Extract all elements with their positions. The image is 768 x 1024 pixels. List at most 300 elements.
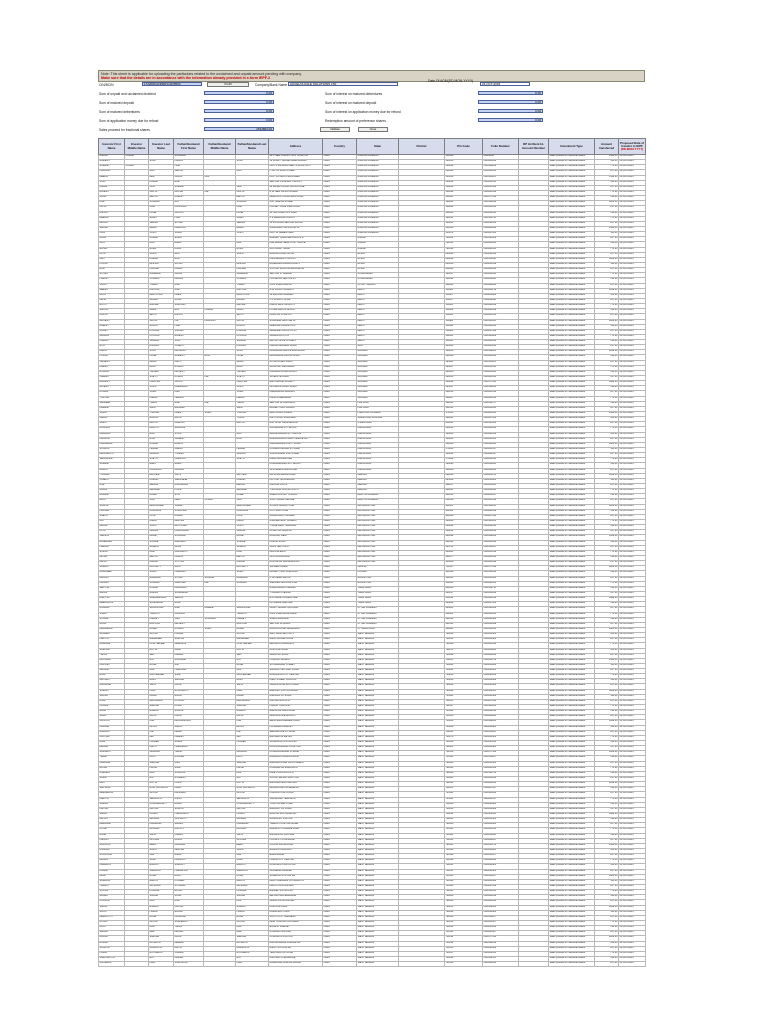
table-cell[interactable]: INDIA xyxy=(323,458,357,463)
table-cell[interactable]: GUJARAT xyxy=(357,350,399,355)
table-cell[interactable]: KK NAGAR MADURAI xyxy=(269,602,323,607)
table-cell[interactable]: 1029.00 xyxy=(595,226,619,231)
table-cell[interactable]: 25-NOV-2025 xyxy=(619,417,646,422)
table-cell[interactable]: KADAM xyxy=(236,561,269,566)
table-cell[interactable]: IN30021412 xyxy=(483,190,519,195)
table-cell[interactable]: IN30039417 xyxy=(483,494,519,499)
table-cell[interactable]: INDIA xyxy=(323,715,357,720)
table-cell[interactable]: WEST BENGAL xyxy=(357,720,399,725)
table-cell[interactable]: MADHAV xyxy=(174,519,204,524)
table-cell[interactable]: HIMANGSHU xyxy=(174,813,204,818)
table-cell[interactable]: 500034 xyxy=(445,226,483,231)
table-cell[interactable]: 560004 xyxy=(445,437,483,442)
table-cell[interactable]: IN30051326 xyxy=(483,869,519,874)
table-cell[interactable]: 400703 xyxy=(445,545,483,550)
table-cell[interactable]: INDIA xyxy=(323,268,357,273)
table-cell[interactable]: Sales proceed for fractional shares xyxy=(549,196,595,201)
table-cell[interactable]: SUMAN xyxy=(99,802,125,807)
table-cell[interactable]: ANDHRA PRADESH xyxy=(357,175,399,180)
table-cell[interactable]: IN30177413 xyxy=(483,751,519,756)
table-cell[interactable]: B 12 NEW ASHOK NAGAR xyxy=(269,190,323,195)
table-cell[interactable]: IN30051322 xyxy=(483,684,519,689)
table-cell[interactable]: 12 RAJOURI GARDEN xyxy=(269,293,323,298)
table-cell[interactable]: Sales proceed for fractional shares xyxy=(549,309,595,314)
table-cell[interactable]: 257.00 xyxy=(595,884,619,889)
table-cell[interactable]: MITRA xyxy=(149,725,174,730)
table-cell[interactable]: NITIN xyxy=(99,530,125,535)
table-cell[interactable]: WEST BENGAL xyxy=(357,833,399,838)
table-cell[interactable]: ROY xyxy=(149,777,174,782)
table-cell[interactable]: INDIA xyxy=(323,484,357,489)
table-cell[interactable]: 514.00 xyxy=(595,895,619,900)
table-cell[interactable]: MAITRA xyxy=(236,807,269,812)
table-cell[interactable]: IN30009513 xyxy=(483,427,519,432)
table-cell[interactable]: INDIA xyxy=(323,643,357,648)
table-cell[interactable]: WEST BENGAL xyxy=(357,679,399,684)
table-cell[interactable]: 741201 xyxy=(445,818,483,823)
table-cell[interactable]: Sales proceed for fractional shares xyxy=(549,427,595,432)
table-cell[interactable]: Sales proceed for fractional shares xyxy=(549,828,595,833)
table-cell[interactable]: LAKSHMI xyxy=(99,437,125,442)
table-cell[interactable]: 440012 xyxy=(445,530,483,535)
table-cell[interactable]: MALHOTRA xyxy=(149,293,174,298)
table-cell[interactable]: RAJIB xyxy=(99,833,125,838)
table-cell[interactable]: 257.00 xyxy=(595,869,619,874)
table-cell[interactable]: INDIA xyxy=(323,674,357,679)
table-cell[interactable]: 1286.00 xyxy=(595,627,619,632)
table-cell[interactable]: PAUL xyxy=(149,962,174,967)
table-cell[interactable]: BAGCHI xyxy=(149,864,174,869)
table-cell[interactable]: INDIA xyxy=(323,525,357,530)
table-cell[interactable]: 500016 xyxy=(445,160,483,165)
table-cell[interactable]: 25-NOV-2025 xyxy=(619,473,646,478)
table-cell[interactable]: BANERJEE xyxy=(149,638,174,643)
table-cell[interactable]: THANE WEST NAUPADA xyxy=(269,525,323,530)
table-cell[interactable]: PARESH xyxy=(174,735,204,740)
table-cell[interactable]: AVIJIT xyxy=(99,926,125,931)
table-cell[interactable]: KAROL BAGH BLOCK 9 xyxy=(269,304,323,309)
table-cell[interactable]: TRIPATHI xyxy=(149,612,174,617)
table-cell[interactable]: 25-NOV-2025 xyxy=(619,581,646,586)
table-cell[interactable]: 514.00 xyxy=(595,386,619,391)
table-cell[interactable]: 514.00 xyxy=(595,232,619,237)
table-cell[interactable]: 771.00 xyxy=(595,247,619,252)
table-cell[interactable]: 25-NOV-2025 xyxy=(619,730,646,735)
table-cell[interactable]: SOUMYA xyxy=(99,946,125,951)
table-cell[interactable]: IN30039416 xyxy=(483,309,519,314)
table-cell[interactable]: TAMIL NADU xyxy=(357,602,399,607)
table-cell[interactable]: PATEL xyxy=(236,355,269,360)
table-cell[interactable]: DESAI xyxy=(149,360,174,365)
table-cell[interactable]: INDIA xyxy=(323,920,357,925)
table-cell[interactable]: SATELLITE ROAD xyxy=(269,376,323,381)
table-cell[interactable]: ARUP xyxy=(99,874,125,879)
table-cell[interactable]: 25-NOV-2025 xyxy=(619,566,646,571)
table-cell[interactable]: NAIR xyxy=(149,206,174,211)
table-cell[interactable]: KALAWAD ROAD RAJKOT xyxy=(269,370,323,375)
table-cell[interactable]: IN30039422 xyxy=(483,807,519,812)
table-cell[interactable]: BHATIA xyxy=(149,324,174,329)
table-cell[interactable]: Sales proceed for fractional shares xyxy=(549,895,595,900)
table-cell[interactable]: 514.00 xyxy=(595,180,619,185)
table-cell[interactable]: GADGIL xyxy=(236,530,269,535)
table-cell[interactable]: MAJUMDAR xyxy=(236,699,269,704)
table-cell[interactable]: IN30018313 xyxy=(483,777,519,782)
table-cell[interactable]: DHANTOLI NAGPUR xyxy=(269,530,323,535)
table-cell[interactable]: GIRDHARI xyxy=(174,581,204,586)
table-cell[interactable]: IN30039423 xyxy=(483,864,519,869)
table-cell[interactable]: 514.00 xyxy=(595,432,619,437)
table-cell[interactable]: KERALA xyxy=(357,484,399,489)
table-cell[interactable]: Sales proceed for fractional shares xyxy=(549,694,595,699)
table-cell[interactable]: INDIA xyxy=(323,273,357,278)
table-cell[interactable]: GIRI xyxy=(149,854,174,859)
table-cell[interactable]: Sales proceed for fractional shares xyxy=(549,484,595,489)
table-cell[interactable]: ACHARYA xyxy=(149,941,174,946)
table-cell[interactable]: KARNATAKA xyxy=(357,427,399,432)
table-cell[interactable]: 257.00 xyxy=(595,669,619,674)
table-cell[interactable]: BASIRHAT COLLEGE PARA xyxy=(269,828,323,833)
table-cell[interactable]: IN30034311 xyxy=(483,211,519,216)
table-cell[interactable]: 700084 xyxy=(445,900,483,905)
table-cell[interactable]: INDIA xyxy=(323,879,357,884)
table-cell[interactable]: ASANSOL GT ROAD xyxy=(269,694,323,699)
table-cell[interactable]: SARKAR xyxy=(236,761,269,766)
table-cell[interactable]: INDIA xyxy=(323,828,357,833)
table-cell[interactable]: 257.00 xyxy=(595,422,619,427)
table-cell[interactable]: INDIA xyxy=(323,432,357,437)
table-cell[interactable]: IN30286312 xyxy=(483,597,519,602)
table-cell[interactable]: 514.00 xyxy=(595,540,619,545)
table-cell[interactable]: MAHESH xyxy=(174,622,204,627)
table-cell[interactable]: 771.00 xyxy=(595,304,619,309)
table-cell[interactable]: INDIA xyxy=(323,370,357,375)
table-cell[interactable]: 25-NOV-2025 xyxy=(619,155,646,160)
table-cell[interactable]: LAL xyxy=(204,581,236,586)
table-cell[interactable]: 712201 xyxy=(445,730,483,735)
table-cell[interactable]: GARG xyxy=(149,309,174,314)
table-cell[interactable]: 25-NOV-2025 xyxy=(619,787,646,792)
table-cell[interactable]: BORA xyxy=(149,247,174,252)
table-cell[interactable]: INDIA xyxy=(323,283,357,288)
table-cell[interactable]: INDIA xyxy=(323,329,357,334)
table-cell[interactable]: SOMNATH xyxy=(99,751,125,756)
table-cell[interactable]: 25-NOV-2025 xyxy=(619,746,646,751)
table-cell[interactable]: ANURAG xyxy=(99,607,125,612)
table-cell[interactable]: MANOJ xyxy=(99,221,125,226)
table-cell[interactable]: 257.00 xyxy=(595,252,619,257)
table-cell[interactable]: JOSHI xyxy=(149,232,174,237)
table-cell[interactable]: SOUMEN xyxy=(99,633,125,638)
table-cell[interactable]: IN30114316 xyxy=(483,813,519,818)
table-cell[interactable]: INDIA xyxy=(323,962,357,967)
table-cell[interactable]: IN30114317 xyxy=(483,874,519,879)
table-cell[interactable]: WEST BENGAL xyxy=(357,756,399,761)
table-cell[interactable]: AMITABH xyxy=(99,679,125,684)
table-cell[interactable]: WEST BENGAL xyxy=(357,879,399,884)
table-cell[interactable]: 452010 xyxy=(445,499,483,504)
table-cell[interactable]: 514.00 xyxy=(595,756,619,761)
table-cell[interactable]: ASHOK xyxy=(174,314,204,319)
table-cell[interactable]: INDIA xyxy=(323,288,357,293)
table-cell[interactable]: SUBHAJIT xyxy=(99,648,125,653)
table-cell[interactable]: HALDER xyxy=(149,741,174,746)
table-cell[interactable]: WEST BENGAL xyxy=(357,838,399,843)
table-cell[interactable]: IN30021416 xyxy=(483,432,519,437)
table-cell[interactable]: ROY xyxy=(236,658,269,663)
table-cell[interactable]: 695004 xyxy=(445,478,483,483)
table-cell[interactable]: Sales proceed for fractional shares xyxy=(549,386,595,391)
table-cell[interactable]: 25-NOV-2025 xyxy=(619,401,646,406)
table-cell[interactable]: DEBAJYOTI xyxy=(99,915,125,920)
table-cell[interactable]: 25-NOV-2025 xyxy=(619,699,646,704)
table-cell[interactable]: SAWANT xyxy=(236,545,269,550)
table-cell[interactable]: SAXENA xyxy=(149,340,174,345)
table-cell[interactable]: IN30047645 xyxy=(483,602,519,607)
table-cell[interactable]: TRIPATHI xyxy=(236,612,269,617)
table-cell[interactable]: SOMA xyxy=(174,237,204,242)
table-cell[interactable]: NARENDRA xyxy=(174,386,204,391)
table-cell[interactable]: ROY xyxy=(149,956,174,961)
table-cell[interactable]: 257.00 xyxy=(595,329,619,334)
table-cell[interactable]: SUSANTA xyxy=(174,771,204,776)
table-cell[interactable]: 514.00 xyxy=(595,663,619,668)
table-cell[interactable]: 25-NOV-2025 xyxy=(619,165,646,170)
table-cell[interactable]: 25-NOV-2025 xyxy=(619,406,646,411)
table-cell[interactable]: 514.00 xyxy=(595,617,619,622)
table-cell[interactable]: TAPAS xyxy=(99,653,125,658)
table-cell[interactable]: ABHAY xyxy=(99,561,125,566)
table-cell[interactable]: 721101 xyxy=(445,787,483,792)
table-cell[interactable]: HEMANT xyxy=(174,396,204,401)
table-cell[interactable]: SUDHIN xyxy=(174,807,204,812)
table-cell[interactable]: 110057 xyxy=(445,298,483,303)
table-cell[interactable]: DADAR WEST MUMBAI xyxy=(269,514,323,519)
table-cell[interactable]: 257.00 xyxy=(595,283,619,288)
table-cell[interactable]: 700070 xyxy=(445,735,483,740)
table-cell[interactable]: 733134 xyxy=(445,848,483,853)
table-cell[interactable]: INDIA xyxy=(323,720,357,725)
table-cell[interactable]: 25-NOV-2025 xyxy=(619,252,646,257)
table-cell[interactable]: 771.00 xyxy=(595,458,619,463)
table-cell[interactable]: Sales proceed for fractional shares xyxy=(549,355,595,360)
table-cell[interactable]: BURDWAN CURZON GATE xyxy=(269,756,323,761)
table-cell[interactable]: Sales proceed for fractional shares xyxy=(549,648,595,653)
table-cell[interactable]: BOSE xyxy=(149,915,174,920)
table-cell[interactable]: INDIA xyxy=(323,956,357,961)
table-cell[interactable]: INDIA xyxy=(323,602,357,607)
table-cell[interactable]: INDIA xyxy=(323,257,357,262)
table-cell[interactable]: 257.00 xyxy=(595,170,619,175)
table-cell[interactable]: 514.00 xyxy=(595,710,619,715)
table-cell[interactable]: INDIA xyxy=(323,658,357,663)
table-cell[interactable]: SURESH xyxy=(99,165,125,170)
table-cell[interactable]: MANAS xyxy=(99,859,125,864)
table-cell[interactable]: TAMIL NADU xyxy=(357,586,399,591)
table-cell[interactable]: BAGUIATI VIP ROAD xyxy=(269,807,323,812)
table-cell[interactable]: 771.00 xyxy=(595,334,619,339)
table-cell[interactable]: RAJESH xyxy=(99,190,125,195)
table-cell[interactable]: Sales proceed for fractional shares xyxy=(549,298,595,303)
table-cell[interactable]: Sales proceed for fractional shares xyxy=(549,915,595,920)
table-cell[interactable]: WHITEFIELD MAIN ROAD xyxy=(269,468,323,473)
table-cell[interactable]: LOKESH xyxy=(99,581,125,586)
table-cell[interactable]: RAO xyxy=(149,432,174,437)
table-cell[interactable]: 514.00 xyxy=(595,262,619,267)
table-cell[interactable]: BARUIPUR MAIN ROAD xyxy=(269,710,323,715)
table-cell[interactable]: 422101 xyxy=(445,540,483,545)
table-cell[interactable]: 700031 xyxy=(445,864,483,869)
table-cell[interactable]: RAILWAY QUARTERS BLOCK B xyxy=(269,237,323,242)
table-cell[interactable]: 771.00 xyxy=(595,190,619,195)
table-cell[interactable]: YADAV xyxy=(149,401,174,406)
table-cell[interactable]: IN30125035 xyxy=(483,890,519,895)
table-cell[interactable]: 25-NOV-2025 xyxy=(619,915,646,920)
table-cell[interactable]: 700019 xyxy=(445,638,483,643)
table-cell[interactable]: REDDY xyxy=(149,226,174,231)
table-cell[interactable]: PRASAD xyxy=(236,268,269,273)
table-cell[interactable]: WEST BENGAL xyxy=(357,653,399,658)
table-cell[interactable]: GUHA xyxy=(236,715,269,720)
table-cell[interactable]: INDIA xyxy=(323,848,357,853)
table-cell[interactable]: PANCHAL xyxy=(236,381,269,386)
table-cell[interactable]: GUPTA xyxy=(149,190,174,195)
table-cell[interactable]: IN30114314 xyxy=(483,627,519,632)
table-cell[interactable]: IN30051319 xyxy=(483,550,519,555)
table-cell[interactable]: INDIA xyxy=(323,597,357,602)
interest-deposit-input[interactable]: 0.00 xyxy=(478,100,543,104)
table-cell[interactable]: IN30051318 xyxy=(483,499,519,504)
table-cell[interactable]: 25-NOV-2025 xyxy=(619,674,646,679)
table-cell[interactable]: Sales proceed for fractional shares xyxy=(549,756,595,761)
table-cell[interactable]: INDIA xyxy=(323,874,357,879)
table-cell[interactable]: SILIGURI HILL CART ROAD xyxy=(269,669,323,674)
table-cell[interactable]: INDIA xyxy=(323,519,357,524)
table-cell[interactable]: INDIA xyxy=(323,319,357,324)
table-cell[interactable]: SATISH xyxy=(174,262,204,267)
table-cell[interactable]: GHOSH xyxy=(236,633,269,638)
table-cell[interactable]: Sales proceed for fractional shares xyxy=(549,905,595,910)
table-cell[interactable]: SHAH xyxy=(236,350,269,355)
table-cell[interactable]: SHETTY xyxy=(236,458,269,463)
table-cell[interactable]: 514.00 xyxy=(595,448,619,453)
table-cell[interactable]: 842001 xyxy=(445,268,483,273)
table-cell[interactable]: AJIT xyxy=(99,519,125,524)
table-cell[interactable]: SHIVAJI NAGAR PUNE xyxy=(269,504,323,509)
table-cell[interactable]: CIVIL LINES ALLAHABAD xyxy=(269,612,323,617)
table-cell[interactable]: BIPLAB xyxy=(99,936,125,941)
table-cell[interactable]: 14 HILL ROAD OPP PARK xyxy=(269,211,323,216)
table-cell[interactable]: 800020 xyxy=(445,257,483,262)
table-cell[interactable]: KARNATAKA xyxy=(357,468,399,473)
table-cell[interactable]: Sales proceed for fractional shares xyxy=(549,782,595,787)
table-cell[interactable]: 771.00 xyxy=(595,365,619,370)
table-cell[interactable]: 771.00 xyxy=(595,216,619,221)
table-cell[interactable]: SINHA xyxy=(149,252,174,257)
table-cell[interactable]: MISHRA xyxy=(236,262,269,267)
table-cell[interactable]: IN30016710 xyxy=(483,288,519,293)
table-cell[interactable]: INDIA xyxy=(323,448,357,453)
table-cell[interactable]: SUBHAS xyxy=(174,638,204,643)
table-cell[interactable]: Sales proceed for fractional shares xyxy=(549,391,595,396)
table-cell[interactable]: 257.00 xyxy=(595,185,619,190)
table-cell[interactable]: NEHA xyxy=(99,298,125,303)
table-cell[interactable]: Sales proceed for fractional shares xyxy=(549,627,595,632)
table-cell[interactable]: DEBASHIS xyxy=(174,643,204,648)
table-cell[interactable]: 514.00 xyxy=(595,494,619,499)
table-cell[interactable]: INDRANIL xyxy=(99,761,125,766)
table-cell[interactable]: Sales proceed for fractional shares xyxy=(549,931,595,936)
table-cell[interactable]: 1029.00 xyxy=(595,597,619,602)
table-cell[interactable]: WEST BENGAL xyxy=(357,962,399,967)
table-cell[interactable]: 25-NOV-2025 xyxy=(619,226,646,231)
table-cell[interactable]: DAS xyxy=(149,900,174,905)
table-cell[interactable]: Sales proceed for fractional shares xyxy=(549,489,595,494)
table-cell[interactable]: 700068 xyxy=(445,915,483,920)
table-cell[interactable]: PANKAJ xyxy=(99,340,125,345)
table-cell[interactable]: PRASAD xyxy=(99,509,125,514)
table-cell[interactable]: Sales proceed for fractional shares xyxy=(549,617,595,622)
table-cell[interactable]: BIMAL xyxy=(174,854,204,859)
table-cell[interactable]: BANSAL xyxy=(149,304,174,309)
table-cell[interactable]: Sales proceed for fractional shares xyxy=(549,802,595,807)
table-cell[interactable]: THAKUR xyxy=(236,412,269,417)
table-cell[interactable]: 110024 xyxy=(445,288,483,293)
table-cell[interactable]: YADAV xyxy=(236,401,269,406)
table-cell[interactable]: 600017 xyxy=(445,591,483,596)
table-cell[interactable]: IN30102222 xyxy=(483,535,519,540)
table-cell[interactable]: TUSHAR xyxy=(99,396,125,401)
table-cell[interactable]: FLAT 10 GREEN PARK xyxy=(269,232,323,237)
table-cell[interactable]: HARBANS xyxy=(174,571,204,576)
table-cell[interactable]: RAWAT xyxy=(149,627,174,632)
table-cell[interactable]: GOA xyxy=(357,345,399,350)
table-cell[interactable]: 25-NOV-2025 xyxy=(619,771,646,776)
table-cell[interactable]: LAKE TOWN BLOCK A xyxy=(269,771,323,776)
table-cell[interactable]: CIVIL LINES RAIPUR xyxy=(269,283,323,288)
table-cell[interactable]: Sales proceed for fractional shares xyxy=(549,854,595,859)
table-cell[interactable]: 25-NOV-2025 xyxy=(619,509,646,514)
table-cell[interactable]: Sales proceed for fractional shares xyxy=(549,262,595,267)
table-cell[interactable]: 25-NOV-2025 xyxy=(619,586,646,591)
table-cell[interactable]: WEST BENGAL xyxy=(357,684,399,689)
table-cell[interactable]: MANDAL xyxy=(236,818,269,823)
table-cell[interactable]: 25-NOV-2025 xyxy=(619,211,646,216)
table-cell[interactable]: INDIA xyxy=(323,360,357,365)
table-cell[interactable]: INDIA xyxy=(323,756,357,761)
table-cell[interactable]: BHABESH xyxy=(174,777,204,782)
table-cell[interactable]: PATTOM TRIVANDRUM xyxy=(269,478,323,483)
table-cell[interactable]: 700029 xyxy=(445,653,483,658)
table-cell[interactable]: RAGHU xyxy=(174,442,204,447)
table-cell[interactable]: 110063 xyxy=(445,314,483,319)
table-cell[interactable]: 514.00 xyxy=(595,278,619,283)
table-cell[interactable]: 722101 xyxy=(445,782,483,787)
table-cell[interactable]: 257.00 xyxy=(595,391,619,396)
table-cell[interactable]: MIDNAPORE COLLEGE RD xyxy=(269,787,323,792)
table-cell[interactable]: SENGUPTA xyxy=(149,797,174,802)
table-cell[interactable]: 257.00 xyxy=(595,931,619,936)
table-cell[interactable]: RAO xyxy=(149,170,174,175)
table-cell[interactable]: SUBAL xyxy=(174,741,204,746)
table-cell[interactable]: Sales proceed for fractional shares xyxy=(549,710,595,715)
table-cell[interactable]: IN30021421 xyxy=(483,638,519,643)
table-cell[interactable]: 25-NOV-2025 xyxy=(619,751,646,756)
table-cell[interactable]: TAPAN xyxy=(174,926,204,931)
table-cell[interactable]: 25-NOV-2025 xyxy=(619,926,646,931)
table-cell[interactable]: PARIKH xyxy=(149,396,174,401)
table-cell[interactable]: 771.00 xyxy=(595,735,619,740)
